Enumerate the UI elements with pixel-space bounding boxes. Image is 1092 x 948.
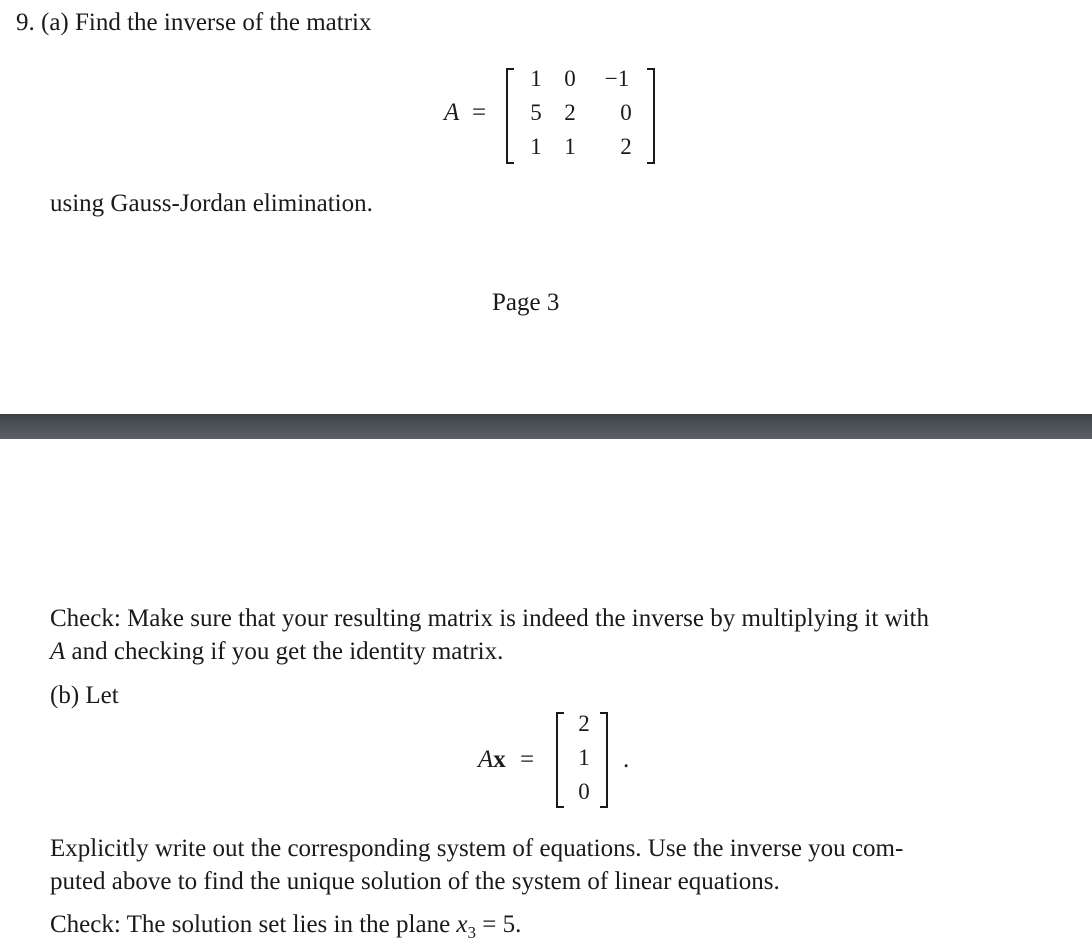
matrix-cell: −1 [604,66,630,91]
matrix-cell: 5 [530,100,542,125]
explicit-line2: puted above to find the unique solution of the system of linear equations. [50,868,780,895]
check2-var: x [456,911,468,938]
right-bracket [647,68,655,164]
left-bracket [506,68,514,164]
check2-prefix: Check: The solution set lies in the plane [50,911,451,938]
matrix-cell: 1 [530,134,542,159]
explicit-line1: Explicitly write out the corresponding system of equations. Use the inverse you com- [50,835,904,862]
using-text: using Gauss-Jordan elimination. [50,190,373,217]
check1-rest: and checking if you get the identity matrix. [71,638,504,665]
ax-period: . [623,746,630,773]
matrix-cell: 0 [620,100,632,125]
check2-suffix: = 5. [482,911,522,938]
ax-vector: x [493,746,506,773]
vector-cell: 1 [578,745,590,770]
check1-line2 [50,637,503,667]
matrix-cell: 2 [620,134,632,159]
ax-equals: = [520,746,535,773]
page-divider [0,414,1092,439]
matrix-cell: 2 [564,100,576,125]
vector-cell: 0 [578,779,590,804]
matrix-cell: 1 [530,66,542,91]
question-header [16,8,371,38]
ax-matrix: A [478,746,494,773]
check1-var: A [50,638,66,665]
ax-lhs [478,745,506,775]
question-number: 9. [16,9,35,36]
check2-line [50,910,521,948]
page-label: Page 3 [492,289,560,316]
check1-line1: Check: Make sure that your resulting matrix is indeed the inverse by multiplying it with [50,605,930,632]
vector-cell: 2 [578,711,590,736]
matrix-cell: 0 [564,66,576,91]
check2-sub: 3 [467,923,477,942]
part-b-label: (b) Let [50,682,119,709]
part-a-text: Find the inverse of the matrix [75,9,372,36]
matrix-cell: 1 [564,134,576,159]
left-bracket [556,712,564,808]
matrix-equals: = [472,99,487,126]
part-a-label: (a) [41,9,69,36]
right-bracket [600,712,608,808]
matrix-name: A [444,99,460,126]
